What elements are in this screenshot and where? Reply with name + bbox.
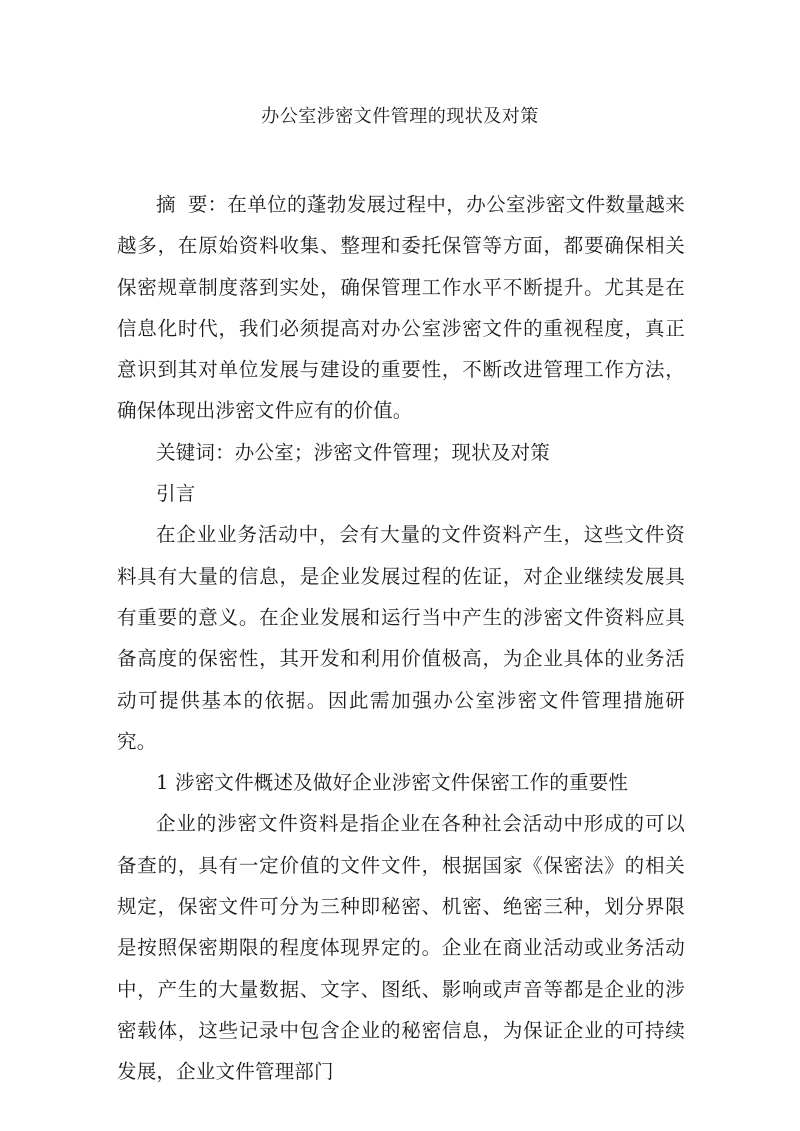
abstract-paragraph (117, 184, 685, 432)
intro-heading: 引言 (156, 482, 196, 506)
intro-paragraph: 在企业业务活动中，会有大量的文件资料产生，这些文件资料具有大量的信息，是企业发展过程的佐证，对企业继续发展具有重要的意义。在企业发展和运行当中产生的涉密文件资料应具备高度的保密性，其开发和利用价值极高，为企业具体的业务活动可提供基本的依据。因此需加强办公室涉密文件管理措施研究。 (117, 523, 685, 753)
document-title: 办公室涉密文件管理的现状及对策 (261, 106, 539, 127)
document-body (117, 184, 685, 1093)
abstract-label-1: 摘 (156, 193, 176, 216)
abstract-text: 在单位的蓬勃发展过程中，办公室涉密文件数量越来越多，在原始资料收集、整理和委托保管等方面，都要确保相关保密规章制度落到实处，确保管理工作水平不断提升。尤其是在信息化时代，我们必须提高对办公室涉密文件的重视程度，真正意识到其对单位发展与建设的重要性，不断改进管理工作方法，确保体现出涉密文件应有的价值。 (117, 193, 685, 423)
section-1-heading: 1 涉密文件概述及做好企业涉密文件保密工作的重要性 (156, 771, 629, 795)
section-1-paragraph: 企业的涉密文件资料是指企业在各种社会活动中形成的可以备查的，具有一定价值的文件文件，根据国家《保密法》的相关规定，保密文件可分为三种即秘密、机密、绝密三种，划分界限是按照保密期限的程度体现界定的。企业在商业活动或业务活动中，产生的大量数据、文字、图纸、影响或声音等都是企业的涉密载体，这些记录中包含企业的秘密信息，为保证企业的可持续发展，企业文件管理部门 (117, 812, 685, 1084)
keywords-line: 关键词：办公室；涉密文件管理；现状及对策 (156, 440, 551, 464)
abstract-label-2: 要： (187, 193, 228, 216)
